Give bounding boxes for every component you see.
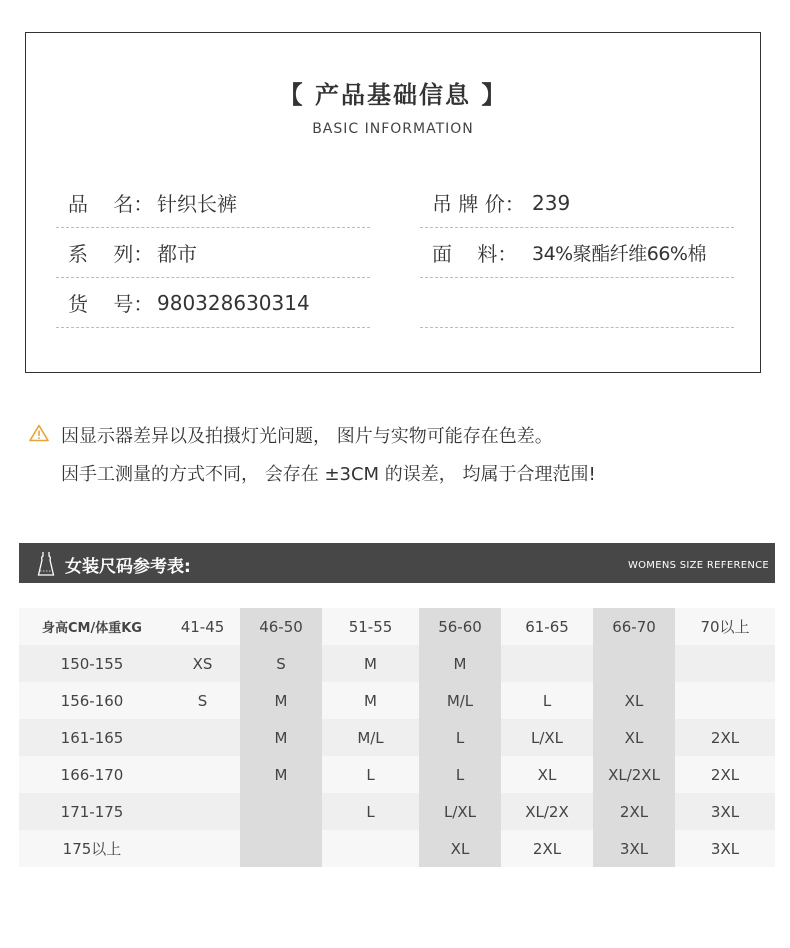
size-cell: M	[240, 682, 322, 719]
info-value: 34%聚酯纤维66%棉	[532, 243, 706, 265]
size-cell	[165, 756, 240, 793]
size-cell	[165, 830, 240, 867]
info-label: 品 名：	[68, 192, 154, 216]
size-cell	[675, 645, 775, 682]
info-value: 239	[532, 190, 571, 215]
table-row	[19, 830, 775, 867]
table-header-cell: 70以上	[675, 608, 775, 645]
size-chart-header	[19, 543, 775, 583]
size-cell	[240, 830, 322, 867]
height-range-cell: 150-155	[19, 645, 165, 682]
size-cell: L	[501, 682, 593, 719]
height-range-cell: 161-165	[19, 719, 165, 756]
size-cell: M	[419, 645, 501, 682]
info-value: 都市	[157, 242, 197, 266]
notice-line-1: 因显示器差异以及拍摄灯光问题， 图片与实物可能存在色差。	[61, 426, 553, 447]
basic-info-panel	[25, 32, 761, 373]
table-header-cell: 56-60	[419, 608, 501, 645]
height-range-cell: 166-170	[19, 756, 165, 793]
table-header-row	[19, 608, 775, 645]
size-cell: XL/2XL	[593, 756, 675, 793]
info-row-name	[56, 178, 370, 228]
size-cell: M	[322, 645, 419, 682]
table-header-cell: 51-55	[322, 608, 419, 645]
table-row	[19, 719, 775, 756]
size-cell: 3XL	[593, 830, 675, 867]
size-cell	[165, 719, 240, 756]
size-cell	[593, 645, 675, 682]
size-cell: L/XL	[419, 793, 501, 830]
warning-triangle-icon	[29, 424, 49, 442]
table-header-cell: 66-70	[593, 608, 675, 645]
size-table	[19, 608, 775, 867]
info-label: 吊 牌 价：	[432, 192, 525, 216]
size-cell	[501, 645, 593, 682]
size-cell: M/L	[322, 719, 419, 756]
size-chart-title: 女装尺码参考表:	[65, 557, 191, 577]
size-cell: S	[240, 645, 322, 682]
size-cell: XL	[419, 830, 501, 867]
size-cell	[322, 830, 419, 867]
size-cell	[240, 793, 322, 830]
info-label: 系 列：	[68, 242, 154, 266]
notice-line-2: 因手工测量的方式不同， 会存在 ±3CM 的误差， 均属于合理范围!	[61, 464, 596, 485]
size-cell: L	[322, 756, 419, 793]
size-cell	[165, 793, 240, 830]
info-row-item-number	[56, 278, 370, 328]
size-cell: M	[240, 756, 322, 793]
table-row	[19, 793, 775, 830]
info-label: 货 号：	[68, 292, 154, 316]
size-cell: XL	[501, 756, 593, 793]
info-label: 面 料：	[432, 242, 518, 266]
size-cell: 2XL	[593, 793, 675, 830]
size-cell: XL	[593, 682, 675, 719]
size-chart-reference: WOMENS SIZE REFERENCE	[627, 560, 769, 571]
info-row-price	[420, 178, 734, 228]
info-subtitle: BASIC INFORMATION	[312, 121, 474, 137]
table-row	[19, 756, 775, 793]
size-cell: M/L	[419, 682, 501, 719]
size-cell: L	[419, 719, 501, 756]
size-cell: XL	[593, 719, 675, 756]
table-header-cell: 41-45	[165, 608, 240, 645]
size-cell: XS	[165, 645, 240, 682]
size-cell	[675, 682, 775, 719]
table-header-cell: 46-50	[240, 608, 322, 645]
table-row	[19, 682, 775, 719]
table-header-cell: 61-65	[501, 608, 593, 645]
info-value: 980328630314	[157, 290, 310, 315]
size-cell: L	[419, 756, 501, 793]
size-cell: M	[322, 682, 419, 719]
info-title: 【 产品基础信息 】	[278, 81, 508, 109]
info-value: 针织长裤	[157, 192, 237, 216]
size-cell: 3XL	[675, 830, 775, 867]
size-cell: S	[165, 682, 240, 719]
size-cell: 2XL	[675, 719, 775, 756]
info-row-fabric	[420, 228, 734, 278]
height-range-cell: 175以上	[19, 830, 165, 867]
height-range-cell: 171-175	[19, 793, 165, 830]
size-cell: M	[240, 719, 322, 756]
size-cell: L	[322, 793, 419, 830]
size-cell: L/XL	[501, 719, 593, 756]
size-cell: 2XL	[675, 756, 775, 793]
info-row-series	[56, 228, 370, 278]
size-cell: 3XL	[675, 793, 775, 830]
height-range-cell: 156-160	[19, 682, 165, 719]
dress-icon	[37, 551, 55, 577]
table-header-cell: 身高CM/体重KG	[19, 608, 165, 645]
size-cell: XL/2X	[501, 793, 593, 830]
info-row-empty	[420, 278, 734, 328]
table-row	[19, 645, 775, 682]
size-cell: 2XL	[501, 830, 593, 867]
